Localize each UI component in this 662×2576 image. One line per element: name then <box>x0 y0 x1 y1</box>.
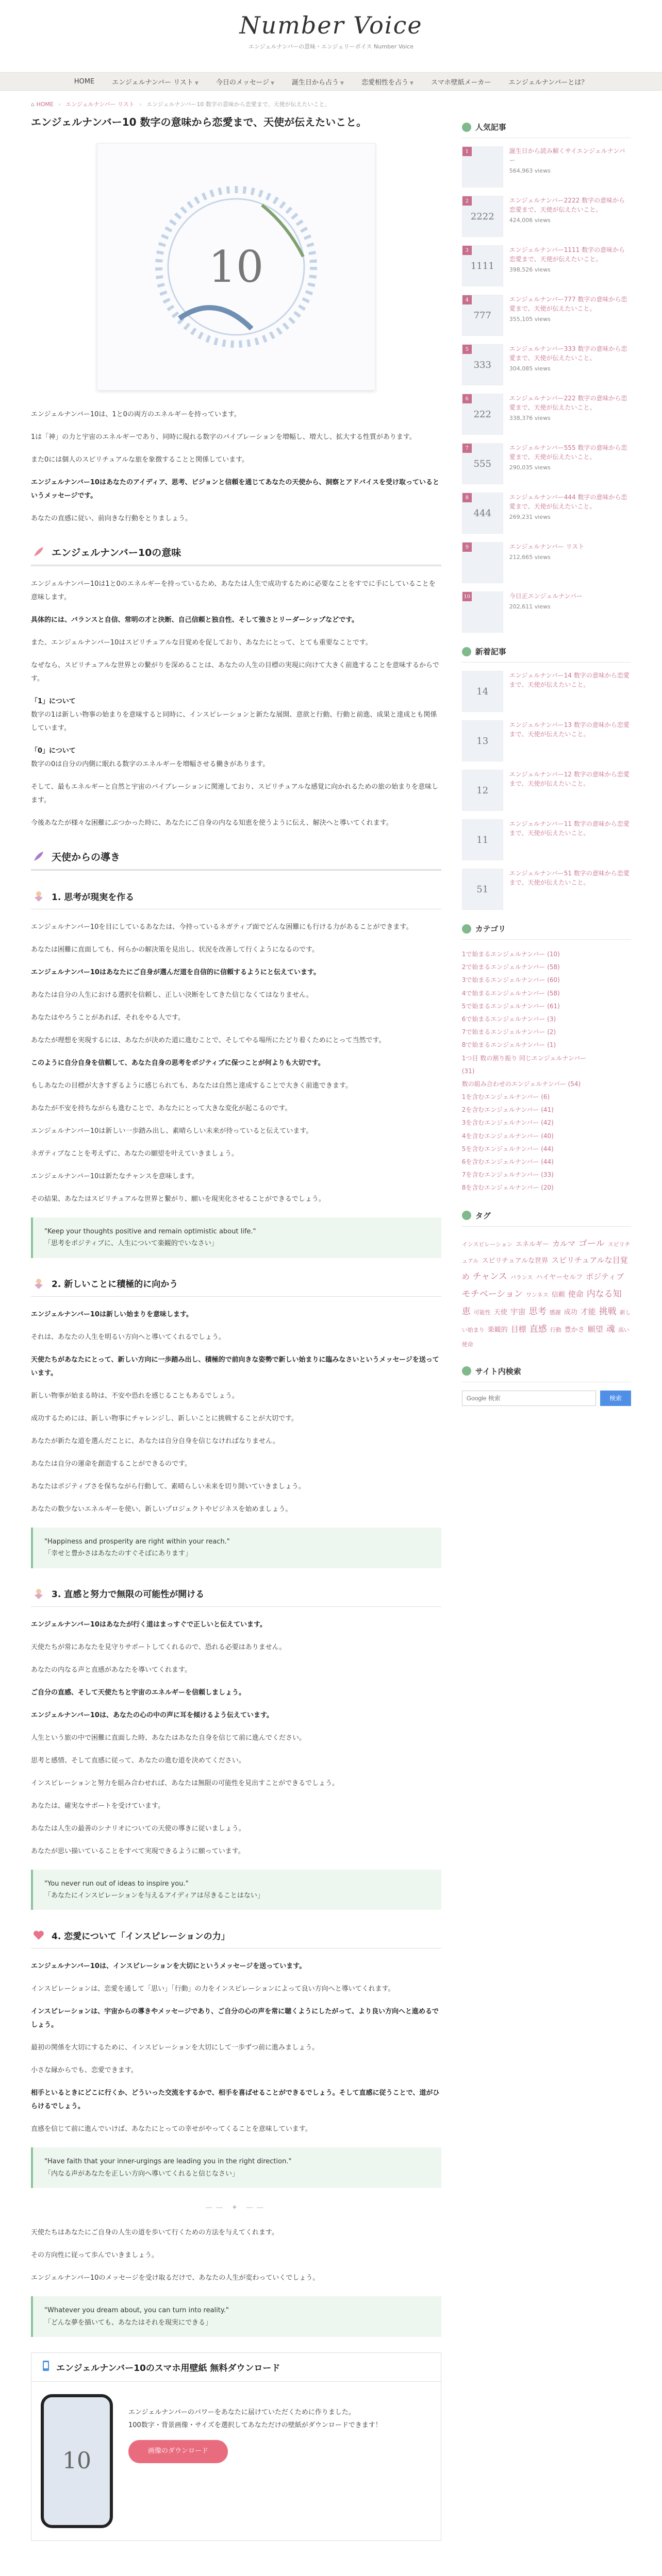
paragraph: あなたは、確実なサポートを受けています。 <box>31 1802 164 1810</box>
popular-title[interactable]: エンジェルナンバー222 数字の意味から恋愛まで、天使が伝えたいこと。 <box>509 395 627 411</box>
quote-english: "Whatever you dream about, you can turn into reality." <box>44 2307 229 2315</box>
subsection-heading: 3. 直感と努力で無限の可能性が開ける <box>31 1586 441 1607</box>
paragraph: あなたは困難に直面しても、何らかの解決策を見出し、状況を改善して行くようになるのです。 <box>31 946 319 954</box>
tag-link[interactable]: スピリチュアル <box>461 1241 631 1264</box>
main-content <box>31 91 441 2541</box>
popular-item[interactable] <box>462 245 631 286</box>
quote-box <box>31 2147 441 2188</box>
tag-link[interactable]: 挑戦 <box>599 1306 617 1317</box>
thumb-number: 2222 <box>470 211 494 222</box>
feather-icon <box>31 849 46 864</box>
new-item[interactable] <box>462 720 631 761</box>
popular-title[interactable]: 誕生日から読み解くサイエンジェルナンバー <box>509 147 625 164</box>
category-link[interactable]: 1を含むエンジェルナンバー (6) <box>461 1093 550 1101</box>
new-title[interactable]: エンジェルナンバー13 数字の意味から恋愛まで、天使が伝えたいこと。 <box>509 721 630 738</box>
tag-link[interactable]: ハイヤーセルフ <box>536 1273 583 1281</box>
rank-badge: 3 <box>462 246 472 255</box>
popular-thumb[interactable] <box>462 542 503 583</box>
nav-birthday[interactable]: 誕生日から占う ▼ <box>292 78 344 87</box>
rank-badge: 8 <box>462 493 472 502</box>
paragraph: その結果、あなたはスピリチュアルな世界と繋がり、願いを現実化させることができるでしょう。 <box>31 1195 325 1203</box>
nav-home[interactable]: HOME <box>74 77 95 86</box>
view-count: 355,105 views <box>509 316 551 323</box>
heart-icon <box>31 1927 46 1943</box>
quote-english: "You never run out of ideas to inspire you." <box>44 1879 189 1888</box>
category-link[interactable]: 7を含むエンジェルナンバー (33) <box>461 1171 554 1179</box>
leaf-icon <box>462 123 471 132</box>
subsection-heading: 1. 思考が現実を作る <box>31 888 441 909</box>
paragraph: あなたが理想を実現するには、あなたが決めた道に進むことで、そしてやる場所にたどり着くためにとって当然です。 <box>31 1037 386 1044</box>
paragraph: エンジェルナンバー10はあなたにご自身が選んだ道を自信的に信頼するようにと伝えています。 <box>31 969 320 976</box>
leaf-icon <box>462 1211 471 1220</box>
search-button[interactable]: 検索 <box>600 1391 631 1406</box>
paragraph: 天使たちがあなたにとって、新しい方向に一歩踏み出し、積極的で前向きな姿勢で新しい始まりに臨みなさいというメッセージを送っています。 <box>31 1355 439 1377</box>
paragraph: 直感を信じて前に進んでいけば、あなたにとっての幸せがやってくることを意味しています。 <box>31 2125 312 2133</box>
popular-item[interactable] <box>462 196 631 237</box>
paragraph: あなたの内なる声と直感があなたを導いてくれます。 <box>31 1666 191 1674</box>
sidebar <box>462 91 631 2541</box>
paragraph: エンジェルナンバー10は、インスピレーションを大切にというメッセージを送っています。 <box>31 1962 306 1971</box>
paragraph: あなたが思い描いていることをすべて実現できるように願っています。 <box>31 1847 245 1855</box>
thumb-number: 51 <box>476 884 489 895</box>
popular-title[interactable]: エンジェルナンバー777 数字の意味から恋愛まで、天使が伝えたいこと。 <box>509 296 627 312</box>
feather-icon <box>31 544 46 560</box>
quote-english: "Keep your thoughts positive and remain optimistic about life." <box>44 1228 256 1235</box>
site-logo[interactable]: Number Voice <box>239 11 423 39</box>
paragraph: 新しい物事が始まる時は、不安や恐れを感じることもあるでしょう。 <box>31 1392 239 1400</box>
nav-compat[interactable]: 恋愛相性を占う ▼ <box>361 78 413 87</box>
tag-link[interactable]: 願望 <box>587 1324 603 1334</box>
thumb-number: 444 <box>473 507 491 519</box>
category-link[interactable]: 6を含むエンジェルナンバー (44) <box>461 1158 554 1165</box>
paragraph: それは、あなたの人生を明るい方向へと導いてくれるでしょう。 <box>31 1333 225 1341</box>
popular-list <box>462 146 631 633</box>
eyecatch-image <box>97 143 375 391</box>
tag-link[interactable]: モチベーション <box>461 1289 523 1299</box>
new-item[interactable] <box>462 869 631 910</box>
closing-paragraph: その方向性に従って歩んでいきましょう。 <box>31 2251 159 2260</box>
popular-thumb[interactable] <box>462 493 503 534</box>
quote-box <box>31 1870 441 1910</box>
new-thumb[interactable] <box>462 869 503 910</box>
paragraph: あなたは自分の人生における選択を信頼し、正しい決断をしてきた信じなくてはなりません。 <box>31 991 313 999</box>
view-count: 424,006 views <box>509 217 551 224</box>
paragraph: あなたは自分の運命を創造することができるのです。 <box>31 1460 191 1468</box>
category-link[interactable]: 4を含むエンジェルナンバー (40) <box>461 1132 554 1140</box>
site-search <box>462 1391 631 1406</box>
widget-title-tag: タグ <box>462 1210 631 1227</box>
tag-link[interactable]: 新しい始まり <box>461 1309 631 1333</box>
category-link[interactable]: 2で始まるエンジェルナンバー (58) <box>461 963 560 971</box>
quote-japanese: 「幸せと豊かさはあなたのすぐそばにあります」 <box>44 1550 192 1558</box>
new-thumb[interactable] <box>462 720 503 761</box>
breadcrumb-home[interactable]: HOME <box>36 101 54 108</box>
paragraph: そして、最もエネルギーと自然と宇宙のバイブレーションに関連しており、スピリチュアルな感覚に向かれるための旅の始まりを意味します。 <box>31 783 439 804</box>
closing-paragraph: エンジェルナンバー10のメッセージを受け取るだけで、あなたの人生が変わっていくでしょう。 <box>31 2274 320 2282</box>
chevron-down-icon: ▼ <box>271 80 275 86</box>
nav-about[interactable]: エンジェルナンバーとは？ <box>508 78 588 87</box>
popular-title[interactable]: エンジェルナンバー444 数字の意味から恋愛まで、天使が伝えたいこと。 <box>509 494 627 510</box>
tag-link[interactable]: スピリチュアルな世界 <box>482 1257 549 1265</box>
closing-paragraph: 天使たちはあなたにご自身の人生の道を歩いて行くための方法を与えてくれます。 <box>31 2229 278 2237</box>
category-link[interactable]: 5で始まるエンジェルナンバー (61) <box>461 1002 560 1010</box>
thumb-number: 13 <box>476 735 489 747</box>
paragraph: あなたはポジティブさを保ちながら行動して、素晴らしい未来を切り開いていきましょう。 <box>31 1482 305 1490</box>
quote-english: "Happiness and prosperity are right within your reach." <box>44 1537 230 1546</box>
download-heading: エンジェルナンバー10のスマホ用壁紙 無料ダウンロード <box>31 2353 441 2382</box>
popular-thumb[interactable] <box>462 196 503 237</box>
paragraph: 今後あなたが様々な困難にぶつかった時に、あなたにご自身の内なる知恵を使うように伝え、解決へと導いてくれます。 <box>31 819 393 827</box>
tag-link[interactable]: 天使 <box>493 1308 507 1316</box>
new-title[interactable]: エンジェルナンバー51 数字の意味から恋愛まで、天使が伝えたいこと。 <box>509 870 630 886</box>
site-tagline: エンジェルナンバーの意味・エンジェリーボイス Number Voice <box>248 43 414 50</box>
intro-paragraph: エンジェルナンバー10は、1と0の両方のエネルギーを持っています。 <box>31 411 241 418</box>
intro-paragraph: あなたの直感に従い、前向きな行動をとりましょう。 <box>31 515 192 522</box>
widget-title-search: サイト内検索 <box>462 1366 631 1382</box>
popular-item[interactable] <box>462 146 631 188</box>
paragraph: 数字の0は自分の内側に眠れる数字のエネルギーを増幅させる働きがあります。 <box>31 760 270 768</box>
paragraph: 最初の関係を大切にするために、インスピレーションを大切にして一歩ずつ前に進みましょう。 <box>31 2044 319 2052</box>
popular-thumb[interactable] <box>462 591 503 633</box>
popular-thumb[interactable] <box>462 245 503 286</box>
tag-link[interactable]: 内なる知恵 <box>461 1289 622 1317</box>
quote-japanese: 「あなたにインスピレーションを与えるアイディアは尽きることはない」 <box>44 1891 264 1900</box>
tag-link[interactable]: チャンス <box>472 1271 507 1282</box>
quote-box <box>31 2296 441 2337</box>
paragraph: インスピレーションは、恋愛を通して「思い」「行動」の力をインスピレーションによって良い方向へと導いてくれます。 <box>31 1985 395 1993</box>
home-icon: ⌂ <box>31 101 35 108</box>
popular-item[interactable] <box>462 542 631 583</box>
paragraph: インスピレーションは、宇宙からの導きやメッセージであり、ご自分の心の声を常に聴くようにしたがって、より良い方向へと進めるでしょう。 <box>31 2008 439 2029</box>
popular-item[interactable] <box>462 344 631 385</box>
popular-item[interactable] <box>462 295 631 336</box>
category-link[interactable]: 数の組み合わせのエンジェルナンバー (54) <box>461 1080 581 1088</box>
paragraph: 相手といるときにどこに行くか、どういった交流をするかで、相手を喜ばせることができるでしょう。そして直感に従うことで、道がひらけるでしょう。 <box>31 2089 440 2111</box>
tag-link[interactable]: エネルギー <box>515 1240 549 1248</box>
paragraph: インスピレーションと努力を組み合わせれば、あなたは無限の可能性を見出すことができるでしょう。 <box>31 1779 339 1787</box>
tag-link[interactable]: バランス <box>510 1274 533 1281</box>
rank-badge: 4 <box>462 295 472 304</box>
category-link[interactable]: 1で始まるエンジェルナンバー (10) <box>461 951 560 958</box>
view-count: 202,611 views <box>509 603 551 610</box>
popular-thumb[interactable] <box>462 146 503 188</box>
paragraph: エンジェルナンバー10は1と0のエネルギーを持っているため、あなたは人生で成功するために必要なことをすでに手にしていることを意味します。 <box>31 580 436 601</box>
intro-paragraph: 1は「神」の力と宇宙のエネルギーであり、同時に現れる数字のバイブレーションを増幅し、増大し、拡大する性質があります。 <box>31 433 416 441</box>
paragraph: あなたが不安を持ちながらも進むことで、あなたにとって大きな変化が起こるのです。 <box>31 1105 292 1112</box>
page-title: エンジェルナンバー10 数字の意味から恋愛まで、天使が伝えたいこと。 <box>31 116 367 128</box>
quote-japanese: 「どんな夢を描いても、あなたはそれを現実にできる」 <box>44 2318 212 2327</box>
eyecatch-number: 10 <box>208 242 264 292</box>
download-text: 100数字・背景画像・サイズを選択してあなただけの壁紙がダウンロードできます！ <box>128 2421 382 2429</box>
view-count: 564,963 views <box>509 167 551 174</box>
paragraph: 「0」について <box>31 747 76 755</box>
angel-icon <box>31 888 46 904</box>
paragraph: このように自分自身を信頼して、あなた自身の思考をポジティブに保つことが何よりも大切です。 <box>31 1059 325 1067</box>
thumb-number: 12 <box>476 785 489 796</box>
tag-cloud <box>462 1235 631 1350</box>
paragraph: エンジェルナンバー10はあなたが行く道はまっすぐで正しいと伝えています。 <box>31 1620 267 1629</box>
rank-badge: 5 <box>462 345 472 354</box>
popular-title[interactable]: エンジェルナンバー1111 数字の意味から恋愛まで、天使が伝えたいこと。 <box>509 246 625 263</box>
tag-link[interactable]: 信頼 <box>551 1291 565 1299</box>
paragraph: また、エンジェルナンバー10はスピリチュアルな目覚めを促しており、あなたにとって、とても重要なことです。 <box>31 639 372 647</box>
paragraph: 数字の1は新しい物事の始まりを意味すると同時に、インスピレーションと新たな展開、意欲と行動、行動と前進、成果と達成とも関係しています。 <box>31 711 437 732</box>
wallpaper-preview: 10 <box>41 2394 113 2528</box>
tag-link[interactable]: 才能 <box>580 1307 596 1316</box>
quote-box <box>31 1528 441 1568</box>
new-title[interactable]: エンジェルナンバー12 数字の意味から恋愛まで、天使が伝えたいこと。 <box>509 771 630 787</box>
new-title[interactable]: エンジェルナンバー11 数字の意味から恋愛まで、天使が伝えたいこと。 <box>509 820 630 837</box>
paragraph: 具体的には、バランスと自信、常明の才と決断、自己信頼と独自性、そして強さとリーダーシップなどです。 <box>31 616 359 624</box>
quote-japanese: 「内なる声があなたを正しい方向へ導いてくれると信じなさい」 <box>44 2170 239 2178</box>
tag-link[interactable]: 豊かさ <box>564 1326 585 1334</box>
tag-link[interactable]: 行動 <box>550 1326 561 1333</box>
intro-paragraph: また0には個人のスピリチュアルな旅を象徴することと関係しています。 <box>31 456 249 464</box>
phone-icon <box>41 2360 51 2374</box>
category-link[interactable]: 2を含むエンジェルナンバー (41) <box>461 1106 554 1114</box>
nav-today[interactable]: 今日のメッセージ ▼ <box>216 78 275 87</box>
category-link[interactable]: 6で始まるエンジェルナンバー (3) <box>461 1015 556 1023</box>
popular-title[interactable]: エンジェルナンバー2222 数字の意味から恋愛まで、天使が伝えたいこと。 <box>509 197 625 213</box>
section-heading-meaning: エンジェルナンバー10の意味 <box>31 544 441 566</box>
paragraph: エンジェルナンバー10は新たなチャンスを意味します。 <box>31 1173 198 1180</box>
breadcrumb-list[interactable]: エンジェルナンバー リスト <box>65 101 135 108</box>
tag-link[interactable]: カルマ <box>552 1239 576 1248</box>
tag-link[interactable]: ゴール <box>578 1238 605 1249</box>
tag-link[interactable]: スピリチュアルな目覚め <box>461 1255 628 1281</box>
new-item[interactable] <box>462 819 631 860</box>
tag-link[interactable]: 目標 <box>510 1324 526 1334</box>
popular-item[interactable] <box>462 591 631 633</box>
category-link[interactable]: 4で始まるエンジェルナンバー (58) <box>461 989 560 997</box>
thumb-number: 333 <box>473 359 491 370</box>
popular-thumb[interactable] <box>462 394 503 435</box>
leaf-icon <box>462 647 471 656</box>
paragraph: エンジェルナンバー10は新しい始まりを意味します。 <box>31 1310 193 1318</box>
new-item[interactable] <box>462 671 631 712</box>
divider: —— ✦ —— <box>205 2204 267 2212</box>
rank-badge: 9 <box>462 543 472 552</box>
leaf-icon <box>462 1366 471 1376</box>
category-link[interactable]: 7で始まるエンジェルナンバー (2) <box>461 1028 556 1036</box>
category-link[interactable]: 5を含むエンジェルナンバー (44) <box>461 1145 554 1153</box>
leaf-icon <box>462 924 471 934</box>
paragraph: あなたは人生の最善のシナリオについての天使の導きに従いましょう。 <box>31 1824 245 1833</box>
breadcrumb-current: エンジェルナンバー10 数字の意味から恋愛まで、天使が伝えたいこと。 <box>146 101 330 108</box>
paragraph: 小さな縁からでも、恋愛できます。 <box>31 2066 138 2075</box>
quote-box <box>31 1217 441 1258</box>
new-thumb[interactable] <box>462 819 503 860</box>
download-text: エンジェルナンバーのパワーをあなたに届けていただくために作りました。 <box>128 2408 355 2416</box>
paragraph: エンジェルナンバー10を目にしているあなたは、今持っているネガティブ面でどんな困難にも行ける力があることができます。 <box>31 923 413 931</box>
popular-thumb[interactable] <box>462 295 503 336</box>
new-thumb[interactable] <box>462 671 503 712</box>
view-count: 290,035 views <box>509 464 551 471</box>
tag-link[interactable]: ワンネス <box>526 1291 549 1298</box>
section-heading-guidance: 天使からの導き <box>31 849 441 871</box>
popular-title[interactable]: エンジェルナンバー333 数字の意味から恋愛まで、天使が伝えたいこと。 <box>509 345 627 362</box>
angel-icon <box>31 1586 46 1601</box>
view-count: 398,526 views <box>509 266 551 273</box>
paragraph: 思考と感情、そして直感に従って、あなたの進む道を決めてください。 <box>31 1756 245 1765</box>
view-count: 338,376 views <box>509 415 551 421</box>
category-link[interactable]: 8を含むエンジェルナンバー (20) <box>461 1184 554 1192</box>
chevron-down-icon: ▼ <box>340 80 344 86</box>
paragraph: ご自分の直感、そして天使たちと宇宙のエネルギーを信頼しましょう。 <box>31 1688 246 1697</box>
tag-link[interactable]: インスピレーション <box>461 1241 512 1248</box>
category-link[interactable]: (31) <box>461 1067 475 1075</box>
thumb-number: 14 <box>476 686 489 697</box>
tag-link[interactable]: 宇宙 <box>510 1307 526 1316</box>
thumb-number: 11 <box>476 834 489 845</box>
widget-title-popular: 人気記事 <box>462 122 631 138</box>
popular-title[interactable]: 今日正エンジェルナンバー <box>509 592 583 600</box>
search-input[interactable] <box>462 1391 596 1406</box>
popular-item[interactable] <box>462 443 631 484</box>
thumb-number: 555 <box>473 458 491 469</box>
tag-link[interactable]: 使命 <box>568 1289 584 1299</box>
tag-link[interactable]: ポジティブ <box>586 1272 624 1281</box>
download-button[interactable]: 画像のダウンロード <box>128 2440 228 2463</box>
paragraph: 「1」について <box>31 698 76 705</box>
thumb-number: 222 <box>473 409 491 420</box>
thumb-number: 777 <box>473 310 491 321</box>
paragraph: あなたはやろうことがあれば、それをやる人です。 <box>31 1014 185 1022</box>
paragraph: 成功するためには、新しい物事にチャレンジし、新しいことに挑戦することが大切です。 <box>31 1414 298 1422</box>
paragraph: エンジェルナンバー10は新しい一歩踏み出し、素晴らしい未来が待っていると伝えています。 <box>31 1127 313 1135</box>
subsection-heading: 4. 恋愛について「インスピレーションの力」 <box>31 1927 441 1948</box>
view-count: 269,231 views <box>509 514 551 520</box>
rank-badge: 7 <box>462 444 472 453</box>
tag-link[interactable]: 可能性 <box>473 1309 491 1316</box>
breadcrumb: ⌂ HOME › エンジェルナンバー リスト › エンジェルナンバー10 数字の意味から恋愛まで、天使が伝えたいこと。 <box>31 101 330 108</box>
category-link[interactable]: 1つ目 数の割り振り 同じエンジェルナンバー <box>461 1054 587 1062</box>
popular-thumb[interactable] <box>462 443 503 484</box>
widget-title-category: カテゴリ <box>462 923 631 940</box>
popular-item[interactable] <box>462 394 631 435</box>
nav-list[interactable]: エンジェルナンバー リスト ▼ <box>112 78 198 87</box>
paragraph: あなたが新たな道を選んだことに、あなたは自分自身を信じなければなりません。 <box>31 1437 279 1445</box>
rank-badge: 2 <box>462 196 472 206</box>
tag-link[interactable]: 高い使命 <box>461 1326 630 1348</box>
quote-japanese: 「思考をポジティブに、人生について楽観的でいなさい」 <box>44 1240 218 1248</box>
rank-badge: 1 <box>462 147 472 156</box>
wallpaper-download-box <box>31 2352 441 2541</box>
paragraph: なぜなら、スピリチュアルな世界との繋がりを深めることは、あなたの人生の目標の実現に向けて大きく前進することを意味するからです。 <box>31 662 439 683</box>
paragraph: 天使たちが常にあなたを見守りサポートしてくれるので、恐れる必要はありません。 <box>31 1643 286 1651</box>
thumb-number: 1111 <box>470 260 494 272</box>
chevron-down-icon: ▼ <box>409 80 413 86</box>
tag-link[interactable]: 思考 <box>528 1306 547 1317</box>
paragraph: ネガティブなことを考えずに、あなたの願望を叶えていきましょう。 <box>31 1150 238 1158</box>
view-count: 304,085 views <box>509 365 551 372</box>
quote-english: "Have faith that your inner-urgings are leading you in the right direction." <box>44 2158 292 2166</box>
tag-link[interactable]: 成功 <box>564 1308 577 1316</box>
paragraph: エンジェルナンバー10は、あなたの心の中の声に耳を傾けるよう伝えています。 <box>31 1711 273 1719</box>
new-list <box>462 671 631 910</box>
tag-link[interactable]: 魂 <box>606 1324 615 1334</box>
view-count: 212,665 views <box>509 554 551 561</box>
popular-thumb[interactable] <box>462 344 503 385</box>
widget-title-new: 新着記事 <box>462 646 631 663</box>
category-link[interactable]: 8で始まるエンジェルナンバー (1) <box>461 1041 556 1049</box>
paragraph: あなたの数少ないエネルギーを使い、新しいプロジェクトやビジネスを始めましょう。 <box>31 1505 292 1513</box>
tag-link[interactable]: 感謝 <box>549 1309 561 1316</box>
subsection-heading: 2. 新しいことに積極的に向かう <box>31 1276 441 1297</box>
intro-paragraph: エンジェルナンバー10はあなたのアイディア、思考、ビジョンと信頼を通じてあなたの天使から、洞察とアドバイスを受け取っているというメッセージです。 <box>31 479 440 500</box>
rank-badge: 6 <box>462 394 472 403</box>
new-title[interactable]: エンジェルナンバー14 数字の意味から恋愛まで、天使が伝えたいこと。 <box>509 672 630 688</box>
angel-icon <box>31 1276 46 1291</box>
site-header <box>0 0 662 72</box>
category-link[interactable]: 3で始まるエンジェルナンバー (60) <box>461 976 560 984</box>
nav-wallpaper[interactable]: スマホ壁紙メーカー <box>431 78 491 87</box>
new-item[interactable] <box>462 770 631 811</box>
chevron-down-icon: ▼ <box>194 80 198 86</box>
rank-badge: 10 <box>462 592 472 601</box>
category-list <box>462 948 631 1195</box>
paragraph: 人生という旅の中で困難に直面した時、あなたはあなた自身を信じて前に進んでください。 <box>31 1734 306 1742</box>
category-link[interactable]: 3を含むエンジェルナンバー (42) <box>461 1119 554 1127</box>
popular-item[interactable] <box>462 493 631 534</box>
paragraph: もしあなたの目標が大きすぎるように感じられても、あなたは自然と達成することで大きく前進できます。 <box>31 1082 352 1090</box>
global-nav <box>0 72 662 91</box>
tag-link[interactable]: 直感 <box>529 1324 547 1334</box>
tag-link[interactable]: 楽観的 <box>487 1326 508 1334</box>
popular-title[interactable]: エンジェルナンバー リスト <box>509 543 585 550</box>
new-thumb[interactable] <box>462 770 503 811</box>
popular-title[interactable]: エンジェルナンバー555 数字の意味から恋愛まで、天使が伝えたいこと。 <box>509 444 627 461</box>
